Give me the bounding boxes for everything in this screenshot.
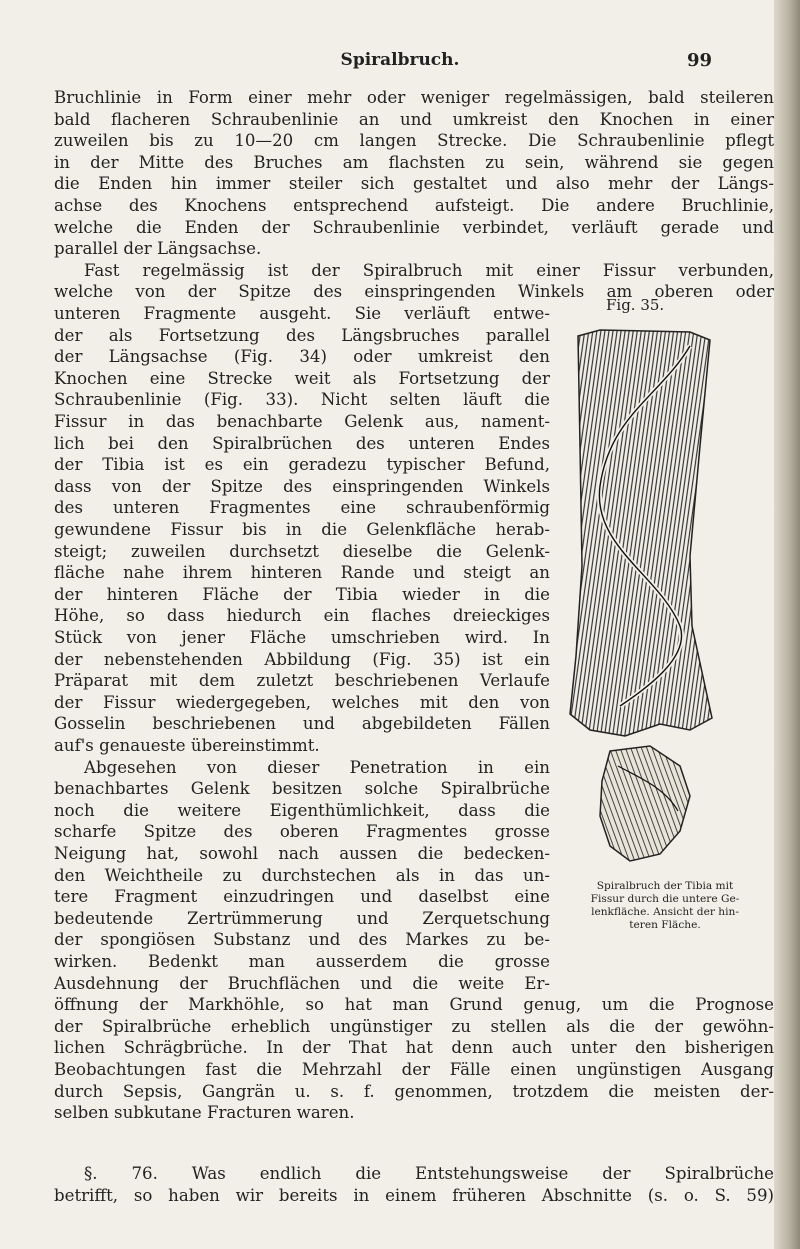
text-line: wirken. Bedenkt man ausserdem die grosse	[54, 952, 550, 971]
text-line: benachbartes Gelenk besitzen solche Spiralbrüche	[54, 779, 550, 799]
text-line: des unteren Fragmentes eine schraubenförmig	[54, 498, 550, 518]
running-title: Spiralbruch.	[340, 50, 460, 70]
text-line: lichen Schrägbrüche. In der That hat denn auch unter den bisherigen	[54, 1038, 774, 1058]
text-line: unteren Fragmente ausgeht. Sie verläuft entwe-	[54, 304, 550, 323]
text-line: durch Sepsis, Gangrän u. s. f. genommen, trotzdem die meisten der-	[54, 1081, 774, 1101]
text-line: Ausdehnung der Bruchflächen und die weite Er-	[54, 973, 550, 993]
text-line: Beobachtungen fast die Mehrzahl der Fälle einen ungünstigen Ausgang	[54, 1060, 774, 1079]
text-line: die Enden hin immer steiler sich gestaltet und also mehr der Längs-	[54, 174, 774, 194]
text-line: noch die weitere Eigenthümlichkeit, dass die	[54, 800, 550, 820]
text-line: dass von der Spitze des einspringenden Winkels	[54, 476, 550, 496]
caption-line: Fissur durch die untere Ge-	[590, 893, 740, 905]
text-line: fläche nahe ihrem hinteren Rande und steigt an	[54, 563, 550, 583]
text-line: der als Fortsetzung des Längsbruches parallel	[54, 325, 550, 345]
text-line: Neigung hat, sowohl nach aussen die bedecken-	[54, 844, 550, 863]
page-edge-shadow	[774, 0, 800, 1249]
text-line: betrifft, so haben wir bereits in einem früheren Abschnitte (s. o. S. 59)	[54, 1185, 774, 1205]
text-line: der Tibia ist es ein geradezu typischer Befund,	[54, 455, 550, 475]
text-line: selben subkutane Fracturen waren.	[54, 1103, 355, 1123]
caption-line: Spiralbruch der Tibia mit	[596, 880, 734, 892]
text-line: achse des Knochens entsprechend aufsteigt. Die andere Bruchlinie,	[54, 196, 774, 215]
tibia-shaft	[570, 330, 712, 736]
text-line: Präparat mit dem zuletzt beschriebenen Verlaufe	[54, 671, 550, 691]
text-line: scharfe Spitze des oberen Fragmentes grosse	[54, 822, 550, 842]
caption-line: teren Fläche.	[629, 919, 701, 931]
text-line: öffnung der Markhöhle, so hat man Grund genug, um die Prognose	[54, 995, 774, 1015]
text-line: zuweilen bis zu 10—20 cm langen Strecke. Die Schraubenlinie pflegt	[54, 131, 774, 151]
text-line: auf's genaueste übereinstimmt.	[54, 736, 320, 755]
text-line: Bruchlinie in Form einer mehr oder weniger regelmässigen, bald steileren	[54, 88, 774, 107]
text-line: gewundene Fissur bis in die Gelenkfläche herab-	[54, 520, 550, 539]
text-line: Höhe, so dass hiedurch ein flaches dreieckiges	[54, 606, 550, 626]
text-line: der spongiösen Substanz und des Markes zu be-	[54, 930, 550, 950]
text-line: welche die Enden der Schraubenlinie verbindet, verläuft gerade und	[54, 217, 774, 237]
text-line: der Längsachse (Fig. 34) oder umkreist den	[54, 347, 550, 367]
caption-line: lenkfläche. Ansicht der hin-	[591, 906, 739, 918]
text-line: in der Mitte des Bruches am flachsten zu sein, während sie gegen	[54, 152, 774, 172]
text-line: bedeutende Zertrümmerung und Zerquetschung	[54, 908, 550, 928]
text-line: bald flacheren Schraubenlinie an und umkreist den Knochen in einer	[54, 109, 774, 129]
page-number: 99	[686, 50, 712, 71]
text-line: den Weichtheile zu durchstechen als in das un-	[54, 865, 550, 885]
text-line: Fissur in das benachbarte Gelenk aus, nament-	[54, 412, 550, 431]
text-line: Schraubenlinie (Fig. 33). Nicht selten läuft die	[54, 390, 550, 410]
text-line: tere Fragment einzudringen und daselbst eine	[54, 887, 550, 907]
text-line: Knochen eine Strecke weit als Fortsetzung der	[54, 368, 550, 388]
text-line: der Spiralbrüche erheblich ungünstiger zu stellen als die der gewöhn-	[54, 1016, 774, 1036]
text-line: Abgesehen von dieser Penetration in ein	[84, 757, 550, 777]
tibia-lower-fragment	[600, 746, 690, 861]
text-line: der nebenstehenden Abbildung (Fig. 35) ist ein	[54, 649, 550, 669]
text-line: der hinteren Fläche der Tibia wieder in die	[54, 584, 550, 604]
running-head	[0, 50, 800, 80]
text-line: §. 76. Was endlich die Entstehungsweise der Spiralbrüche	[84, 1164, 774, 1183]
text-line: steigt; zuweilen durchsetzt dieselbe die Gelenk-	[54, 541, 550, 561]
figure-caption	[570, 880, 760, 932]
text-line: der Fissur wiedergegeben, welches mit den von	[54, 692, 550, 712]
text-line: Stück von jener Fläche umschrieben wird. In	[54, 628, 550, 647]
text-line: welche von der Spitze des einspringenden Winkels am oberen oder	[54, 282, 774, 302]
text-line: Fast regelmässig ist der Spiralbruch mit einer Fissur verbunden,	[84, 260, 774, 280]
text-line: Gosselin beschriebenen und abgebildeten Fällen	[54, 714, 550, 734]
text-line: parallel der Längsachse.	[54, 239, 262, 259]
figure-label: Fig. 35.	[606, 296, 665, 314]
text-line: lich bei den Spiralbrüchen des unteren Endes	[54, 433, 550, 453]
tibia-fracture-illustration	[540, 326, 730, 876]
